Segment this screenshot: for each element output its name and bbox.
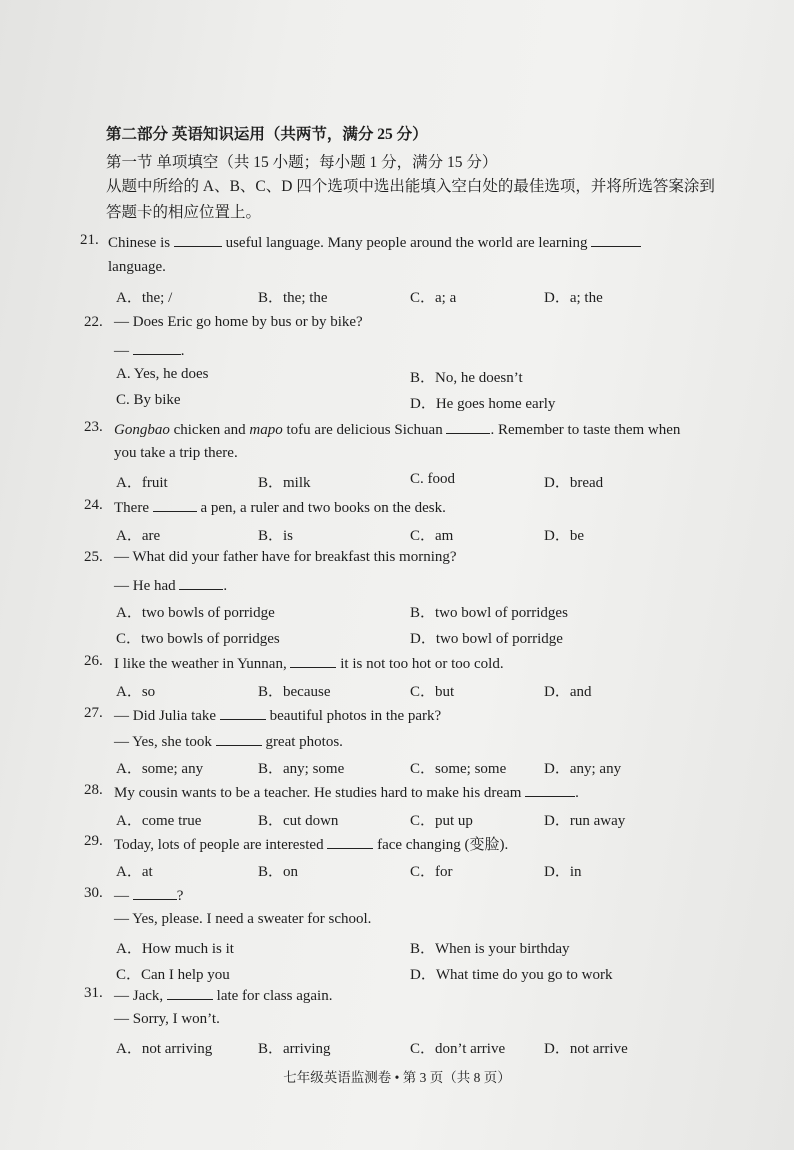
- option-a: A．How much is it: [116, 941, 234, 957]
- option-b: B．is: [258, 528, 294, 544]
- question-text: Chinese is: [108, 235, 174, 251]
- question-text: it is not too hot or too cold.: [336, 656, 504, 672]
- question-text: Gongbao chicken and mapo tofu are delicious Sichuan: [114, 422, 447, 438]
- question-text: face changing (变脸).: [373, 837, 509, 853]
- question-text: — Jack,: [114, 988, 167, 1004]
- answer-blank: [290, 653, 336, 668]
- option-b: B．milk: [258, 475, 311, 491]
- option-b: B．because: [258, 684, 331, 700]
- option-c: C．am: [410, 528, 454, 544]
- question-line: [114, 549, 457, 566]
- question-text: ?: [176, 888, 184, 904]
- option-d: D．two bowl of porridge: [410, 631, 563, 647]
- instructions: 从题中所给的 A、B、C、D 四个选项中选出能填入空白处的最佳选项，并将所选答案涂到答题卡的相应位置上。: [106, 178, 715, 221]
- option-d: D．any; any: [544, 761, 622, 777]
- option-b: B．arriving: [258, 1041, 331, 1057]
- option-a: A．fruit: [116, 475, 168, 491]
- question-number: 27.: [84, 705, 103, 721]
- option-b: B．on: [258, 864, 299, 880]
- option-c: C．put up: [410, 813, 473, 829]
- question-line: [114, 575, 227, 595]
- answer-blank: [133, 340, 181, 355]
- question-number: 29.: [84, 833, 103, 849]
- option-a: A．so: [116, 684, 156, 700]
- option-a: A．come true: [116, 813, 202, 829]
- question-line: [108, 259, 166, 276]
- option-d: D．a; the: [544, 290, 603, 306]
- option-c: C．some; some: [410, 761, 507, 777]
- option-d: D．He goes home early: [410, 396, 556, 412]
- question-text: Today, lots of people are interested: [114, 837, 328, 853]
- question-line: [114, 885, 183, 905]
- question-line: [114, 1011, 220, 1028]
- answer-blank: [153, 497, 197, 512]
- option-b: B．When is your birthday: [410, 941, 570, 957]
- answer-blank: [174, 232, 222, 247]
- question-text: — Does Eric go home by bus or by bike?: [114, 314, 363, 330]
- question-text: My cousin wants to be a teacher. He studies hard to make his dream: [114, 785, 526, 801]
- question-line: [108, 232, 641, 252]
- question-line: [114, 340, 185, 360]
- question-text: .: [180, 343, 185, 359]
- option-b: B．any; some: [258, 761, 345, 777]
- section-title: 第二部分 英语知识运用（共两节，满分 25 分）: [106, 126, 428, 143]
- question-line: [114, 833, 508, 854]
- option-c: C. food: [410, 471, 455, 487]
- question-text: .: [575, 785, 579, 801]
- question-text: — Yes, please. I need a sweater for school.: [114, 911, 372, 927]
- page-footer: 七年级英语监测卷 • 第 3 页（共 8 页）: [283, 1070, 511, 1085]
- option-c: C．don’t arrive: [410, 1041, 506, 1057]
- option-b: B．cut down: [258, 813, 339, 829]
- answer-blank: [220, 705, 266, 720]
- answer-blank: [167, 985, 213, 1000]
- option-d: D．and: [544, 684, 592, 700]
- question-text: beautiful photos in the park?: [265, 708, 442, 724]
- question-text: late for class again.: [212, 988, 333, 1004]
- question-line: [114, 705, 441, 725]
- answer-blank: [216, 731, 262, 746]
- question-line: [114, 985, 332, 1005]
- question-line: [114, 419, 680, 439]
- question-number: 26.: [84, 653, 103, 669]
- question-text: .: [223, 578, 228, 594]
- option-a: A. Yes, he does: [116, 366, 209, 382]
- question-number: 31.: [84, 985, 103, 1001]
- option-d: D．be: [544, 528, 584, 544]
- question-text: I like the weather in Yunnan,: [114, 656, 291, 672]
- answer-blank: [591, 232, 641, 247]
- option-a: A．at: [116, 864, 153, 880]
- question-text: — Did Julia take: [114, 708, 220, 724]
- question-text: . Remember to taste them when: [490, 422, 681, 438]
- question-line: [114, 445, 238, 462]
- option-a: A．are: [116, 528, 161, 544]
- option-c: C．a; a: [410, 290, 457, 306]
- option-a: A．the; /: [116, 290, 173, 306]
- question-line: [114, 782, 579, 802]
- question-text: language.: [108, 259, 166, 275]
- option-a: A．not arriving: [116, 1041, 213, 1057]
- answer-blank: [446, 419, 490, 434]
- question-text: —: [114, 343, 133, 359]
- option-b: B．two bowl of porridges: [410, 605, 568, 621]
- option-a: A．two bowls of porridge: [116, 605, 275, 621]
- question-line: [114, 497, 446, 517]
- option-d: D．bread: [544, 475, 604, 491]
- answer-blank: [133, 885, 177, 900]
- option-d: D．run away: [544, 813, 626, 829]
- option-b: B．the; the: [258, 290, 328, 306]
- question-text: There: [114, 500, 153, 516]
- answer-blank: [179, 575, 223, 590]
- question-text: a pen, a ruler and two books on the desk.: [196, 500, 446, 516]
- option-d: D．What time do you go to work: [410, 967, 613, 983]
- question-text: — Sorry, I won’t.: [114, 1011, 220, 1027]
- question-text: useful language. Many people around the world are learning: [221, 235, 592, 251]
- question-line: [114, 911, 371, 928]
- subsection-title: 第一节 单项填空（共 15 小题；每小题 1 分，满分 15 分）: [106, 154, 498, 171]
- question-number: 22.: [84, 314, 103, 330]
- question-text: you take a trip there.: [114, 445, 238, 461]
- answer-blank: [525, 782, 575, 797]
- question-number: 23.: [84, 419, 103, 435]
- question-number: 30.: [84, 885, 103, 901]
- option-c: C．but: [410, 684, 455, 700]
- option-c: C．two bowls of porridges: [116, 631, 280, 647]
- question-text: — What did your father have for breakfast this morning?: [114, 549, 457, 565]
- option-d: D．in: [544, 864, 582, 880]
- question-text: — Yes, she took: [114, 734, 216, 750]
- question-text: — He had: [114, 578, 180, 594]
- option-c: C．Can I help you: [116, 967, 230, 983]
- question-number: 24.: [84, 497, 103, 513]
- question-line: [114, 731, 343, 751]
- question-line: [114, 314, 363, 331]
- option-b: B．No, he doesn’t: [410, 370, 523, 386]
- option-c: C. By bike: [116, 392, 181, 408]
- question-number: 25.: [84, 549, 103, 565]
- question-number: 21.: [80, 232, 99, 248]
- answer-blank: [327, 834, 373, 849]
- question-number: 28.: [84, 782, 103, 798]
- option-a: A．some; any: [116, 761, 204, 777]
- question-line: [114, 653, 504, 673]
- option-d: D．not arrive: [544, 1041, 628, 1057]
- option-c: C．for: [410, 864, 453, 880]
- question-text: great photos.: [261, 734, 343, 750]
- question-text: —: [114, 888, 133, 904]
